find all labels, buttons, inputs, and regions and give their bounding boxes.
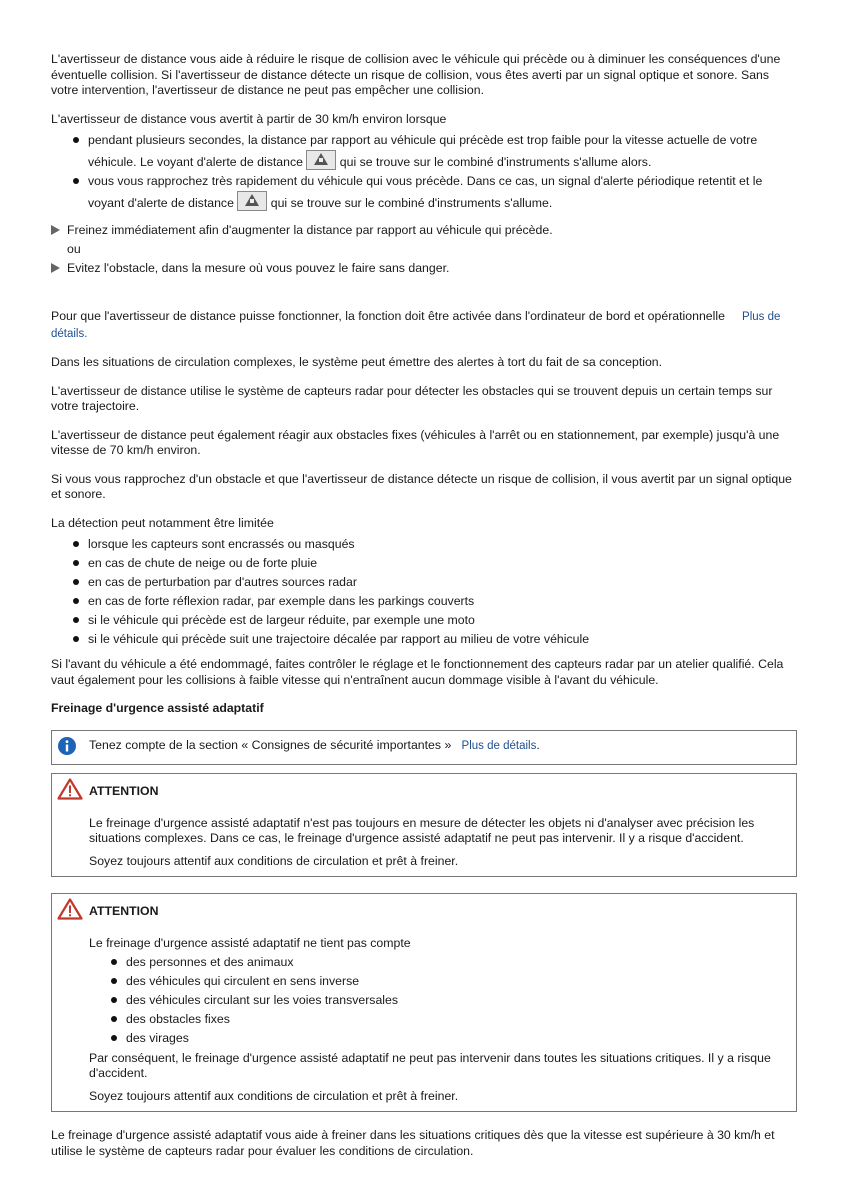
activation-paragraph: Pour que l'avertisseur de distance puisse fonctionner, la fonction doit être activée dans l'ordinateur de bord et opérationnelle Plus de détails.	[51, 309, 781, 340]
fixed-obstacles-paragraph: L'avertisseur de distance peut également réagir aux obstacles fixes (véhicules à l'arrêt ou en stationnement, par exemple) jusqu'à une vitesse de 70 km/h environ.	[51, 427, 780, 457]
list-item: des véhicules circulant sur les voies transversales	[89, 993, 786, 1009]
manual-page	[51, 52, 797, 1159]
activation-text: Pour que l'avertisseur de distance puisse fonctionner, la fonction doit être activée dans l'ordinateur de bord et opérationnelle	[51, 309, 725, 323]
step-text: Evitez l'obstacle, dans la mesure où vous pouvez le faire sans danger.	[67, 261, 450, 275]
list-item: en cas de perturbation par d'autres sources radar	[51, 573, 797, 592]
list-item: si le véhicule qui précède suit une trajectoire décalée par rapport au milieu de votre véhicule	[51, 630, 797, 649]
attention-text: Par conséquent, le freinage d'urgence assisté adaptatif ne peut pas intervenir dans toutes les situations critiques. Il y a risque d'accident.	[89, 1050, 771, 1080]
attention-text: Soyez toujours attentif aux conditions de circulation et prêt à freiner.	[89, 853, 459, 868]
attention-box	[51, 893, 797, 1112]
attention-text: Le freinage d'urgence assisté adaptatif n'est pas toujours en mesure de détecter les objets ni d'analyser avec précision les situations complexes. Dans ce cas, le freinage d'urgence assisté adaptatif ne peut pas intervenir. Il y a risque d'accident.	[89, 815, 755, 845]
approach-paragraph: Si vous vous rapprochez d'un obstacle et que l'avertisseur de distance détecte un risque de collision, il vous avertit par un signal optique et sonore.	[51, 471, 792, 501]
list-item: des virages	[89, 1031, 786, 1047]
instruction-step	[51, 259, 797, 278]
radar-paragraph: L'avertisseur de distance utilise le système de capteurs radar pour détecter les obstacles qui se trouvent depuis un certain temps sur votre trajectoire.	[51, 383, 773, 413]
list-item	[51, 172, 797, 213]
attention-title: ATTENTION	[89, 784, 159, 798]
detection-list	[51, 535, 797, 649]
attention-list	[89, 955, 786, 1047]
closing-paragraph: Le freinage d'urgence assisté adaptatif vous aide à freiner dans les situations critiques dès que la vitesse est supérieure à 30 km/h et utilise le système de capteurs radar pour évaluer les conditions de circulation.	[51, 1128, 775, 1158]
damage-paragraph: Si l'avant du véhicule a été endommagé, faites contrôler le réglage et le fonctionnement des capteurs radar par un atelier qualifié. Cela vaut également pour les collisions à faible vitesse qui n'entraînent aucun dommage visible à l'avant du véhicule.	[51, 657, 784, 687]
intro-paragraph: L'avertisseur de distance vous aide à réduire le risque de collision avec le véhicule qui précède ou à diminuer les conséquences d'une éventuelle collision. Si l'avertisseur de distance détecte un risque de collision, vous êtes averti par un signal optique et sonore. Sans votre intervention, l'avertisseur de distance ne peut pas empêcher une collision.	[51, 52, 781, 97]
list-item: en cas de forte réflexion radar, par exemple dans les parkings couverts	[51, 592, 797, 611]
arrow-icon	[51, 263, 60, 273]
complex-situations-paragraph: Dans les situations de circulation complexes, le système peut émettre des alertes à tort du fait de sa conception.	[51, 355, 663, 369]
distance-warning-lamp-icon	[306, 150, 336, 170]
attention-title: ATTENTION	[89, 904, 159, 918]
bullet-text: vous vous rapprochez très rapidement du véhicule qui vous précède. Dans ce cas, un signal d'alerte périodique retentit et le voyant d'alerte de distance	[88, 174, 763, 210]
info-box-text: Tenez compte de la section « Consignes de sécurité importantes »	[89, 737, 452, 752]
list-item: des obstacles fixes	[89, 1012, 786, 1028]
info-icon	[57, 736, 77, 759]
details-link[interactable]: Plus de détails	[51, 311, 781, 340]
warning-conditions-intro: L'avertisseur de distance vous avertit à partir de 30 km/h environ lorsque	[51, 111, 447, 126]
warning-triangle-icon	[57, 898, 83, 923]
bullet-text: pendant plusieurs secondes, la distance par rapport au véhicule qui précède est trop faible pour la vitesse actuelle de votre véhicule. Le voyant d'alerte de distance	[88, 133, 758, 169]
details-link[interactable]: Plus de détails	[461, 739, 537, 752]
instruction-step	[51, 221, 797, 240]
bullet-text: qui se trouve sur le combiné d'instruments s'allume.	[267, 196, 553, 210]
attention-box	[51, 773, 797, 877]
distance-warning-lamp-icon	[237, 191, 267, 211]
list-item: lorsque les capteurs sont encrassés ou masqués	[51, 535, 797, 554]
info-box	[51, 730, 797, 766]
detection-intro: La détection peut notamment être limitée	[51, 515, 274, 530]
attention-intro: Le freinage d'urgence assisté adaptatif ne tient pas compte	[89, 935, 411, 950]
list-item: des véhicules qui circulent en sens inverse	[89, 974, 786, 990]
step-text: Freinez immédiatement afin d'augmenter la distance par rapport au véhicule qui précède.	[67, 223, 553, 237]
attention-text: Soyez toujours attentif aux conditions de circulation et prêt à freiner.	[89, 1088, 459, 1103]
link-suffix: .	[536, 737, 540, 752]
section-heading: Freinage d'urgence assisté adaptatif	[51, 701, 264, 715]
warning-conditions-list	[51, 131, 797, 213]
arrow-icon	[51, 225, 60, 235]
warning-triangle-icon	[57, 778, 83, 803]
list-item	[51, 131, 797, 172]
info-text	[89, 738, 786, 755]
list-item: en cas de chute de neige ou de forte pluie	[51, 554, 797, 573]
list-item: si le véhicule qui précède est de largeur réduite, par exemple une moto	[51, 611, 797, 630]
or-separator: ou	[67, 242, 81, 256]
bullet-text: qui se trouve sur le combiné d'instruments s'allume alors.	[336, 155, 652, 169]
list-item: des personnes et des animaux	[89, 955, 786, 971]
